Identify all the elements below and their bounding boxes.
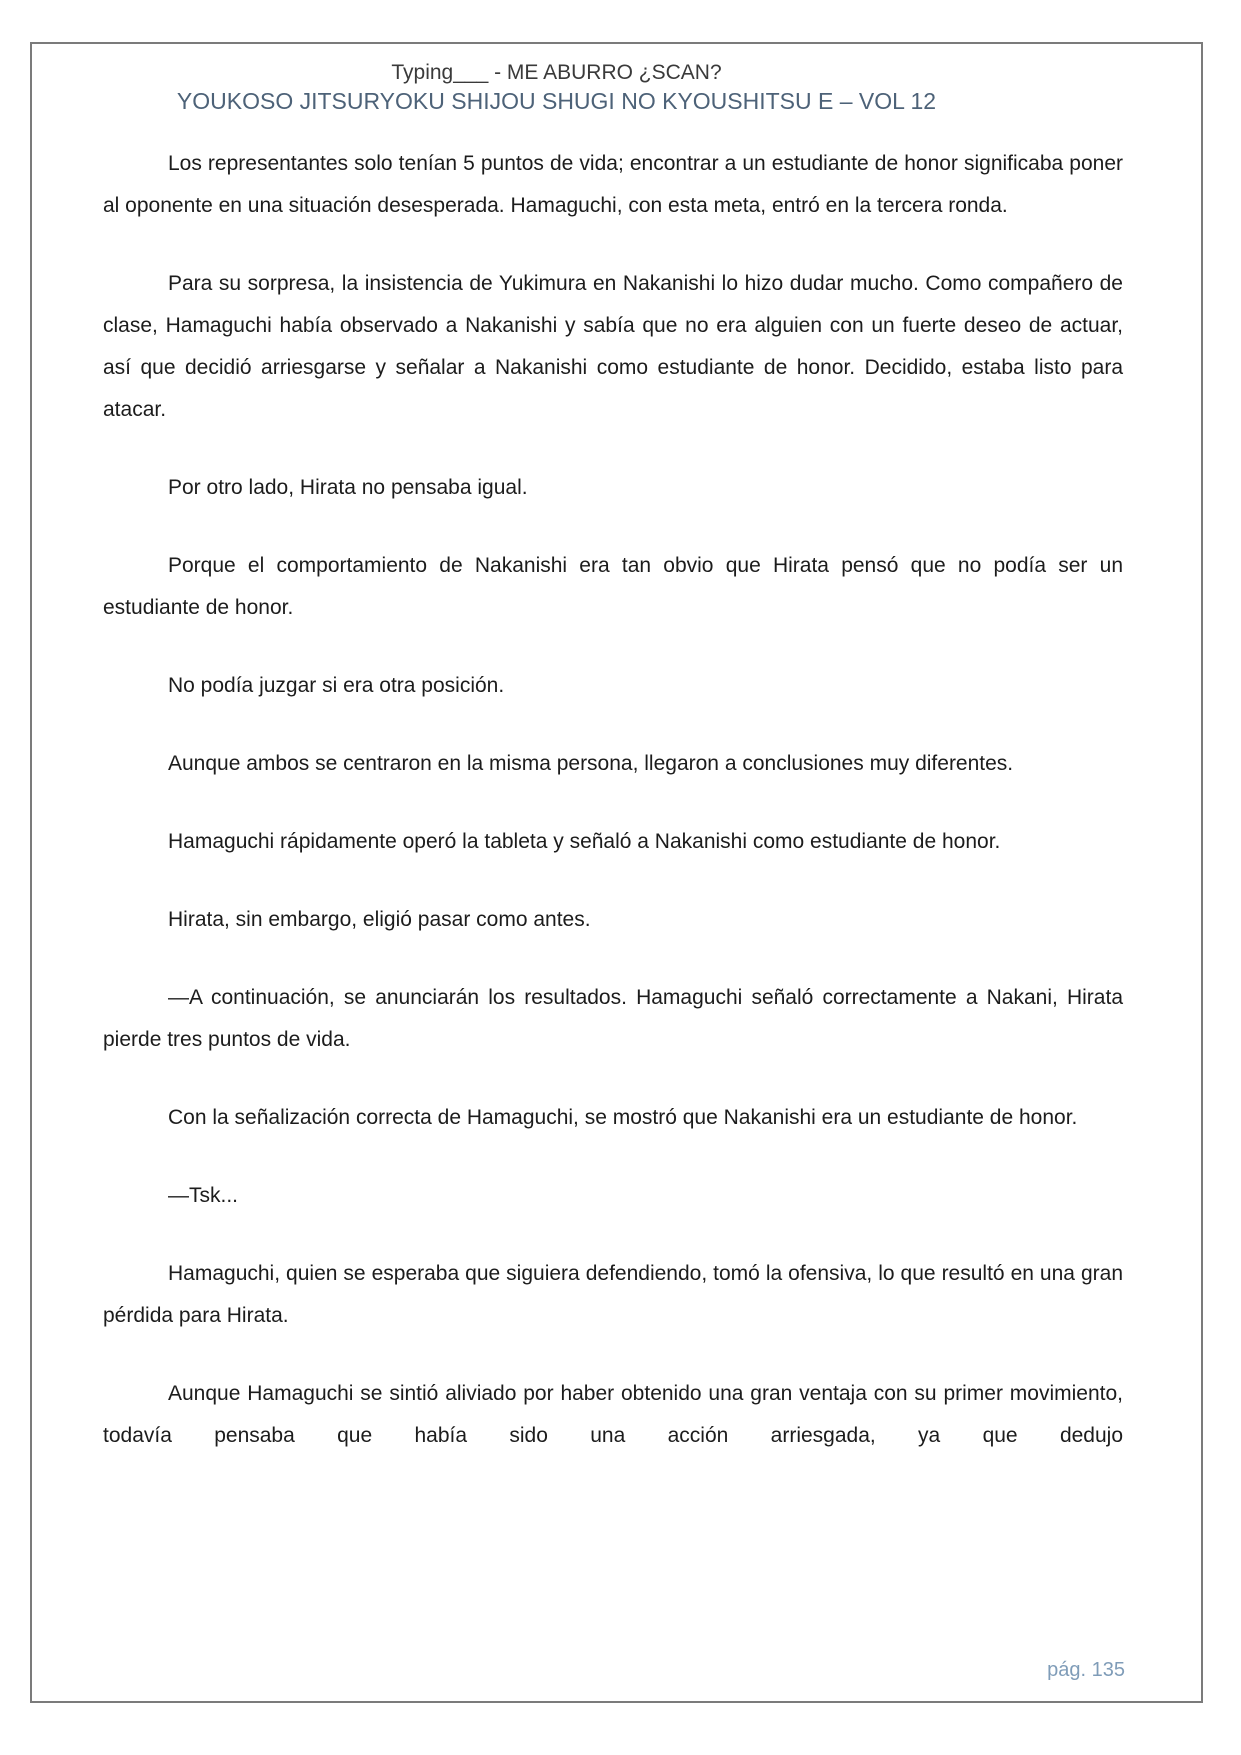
paragraph: Porque el comportamiento de Nakanishi era tan obvio que Hirata pensó que no podía ser un estudiante de honor. <box>103 554 1123 619</box>
paragraph: Hirata, sin embargo, eligió pasar como antes. <box>168 908 591 931</box>
paragraph: Aunque Hamaguchi se sintió aliviado por haber obtenido una gran ventaja con su primer movimiento, todavía pensaba que había sido una acción arriesgada, ya que dedujo <box>103 1382 1123 1447</box>
paragraph: Para su sorpresa, la insistencia de Yukimura en Nakanishi lo hizo dudar mucho. Como compañero de clase, Hamaguchi había observado a Nakanishi y sabía que no era alguien con un fuerte deseo de actuar, así que decidió arriesgarse y señalar a Nakanishi como estudiante de honor. Decidido, estaba listo para atacar. <box>103 272 1123 421</box>
paragraph: —A continuación, se anunciarán los resultados. Hamaguchi señaló correctamente a Nakani, Hirata pierde tres puntos de vida. <box>103 986 1123 1051</box>
page-border <box>30 42 1203 1703</box>
paragraph: Hamaguchi, quien se esperaba que siguiera defendiendo, tomó la ofensiva, lo que resultó en una gran pérdida para Hirata. <box>103 1262 1123 1327</box>
paragraph: Hamaguchi rápidamente operó la tableta y señaló a Nakanishi como estudiante de honor. <box>168 830 1001 853</box>
document-body <box>103 143 1123 1457</box>
page-header <box>103 44 1010 116</box>
paragraph: Aunque ambos se centraron en la misma persona, llegaron a conclusiones muy diferentes. <box>168 752 1014 775</box>
paragraph: Con la señalización correcta de Hamaguchi, se mostró que Nakanishi era un estudiante de honor. <box>168 1106 1078 1129</box>
paragraph: Por otro lado, Hirata no pensaba igual. <box>168 476 528 499</box>
header-subtitle: YOUKOSO JITSURYOKU SHIJOU SHUGI NO KYOUSHITSU E – VOL 12 <box>176 88 937 114</box>
paragraph: Los representantes solo tenían 5 puntos de vida; encontrar a un estudiante de honor significaba poner al oponente en una situación desesperada. Hamaguchi, con esta meta, entró en la tercera ronda. <box>103 152 1123 217</box>
header-title: Typing___ - ME ABURRO ¿SCAN? <box>391 61 722 84</box>
page-number: pág. 135 <box>1047 1659 1125 1681</box>
paragraph: —Tsk... <box>168 1184 239 1207</box>
paragraph: No podía juzgar si era otra posición. <box>168 674 505 697</box>
